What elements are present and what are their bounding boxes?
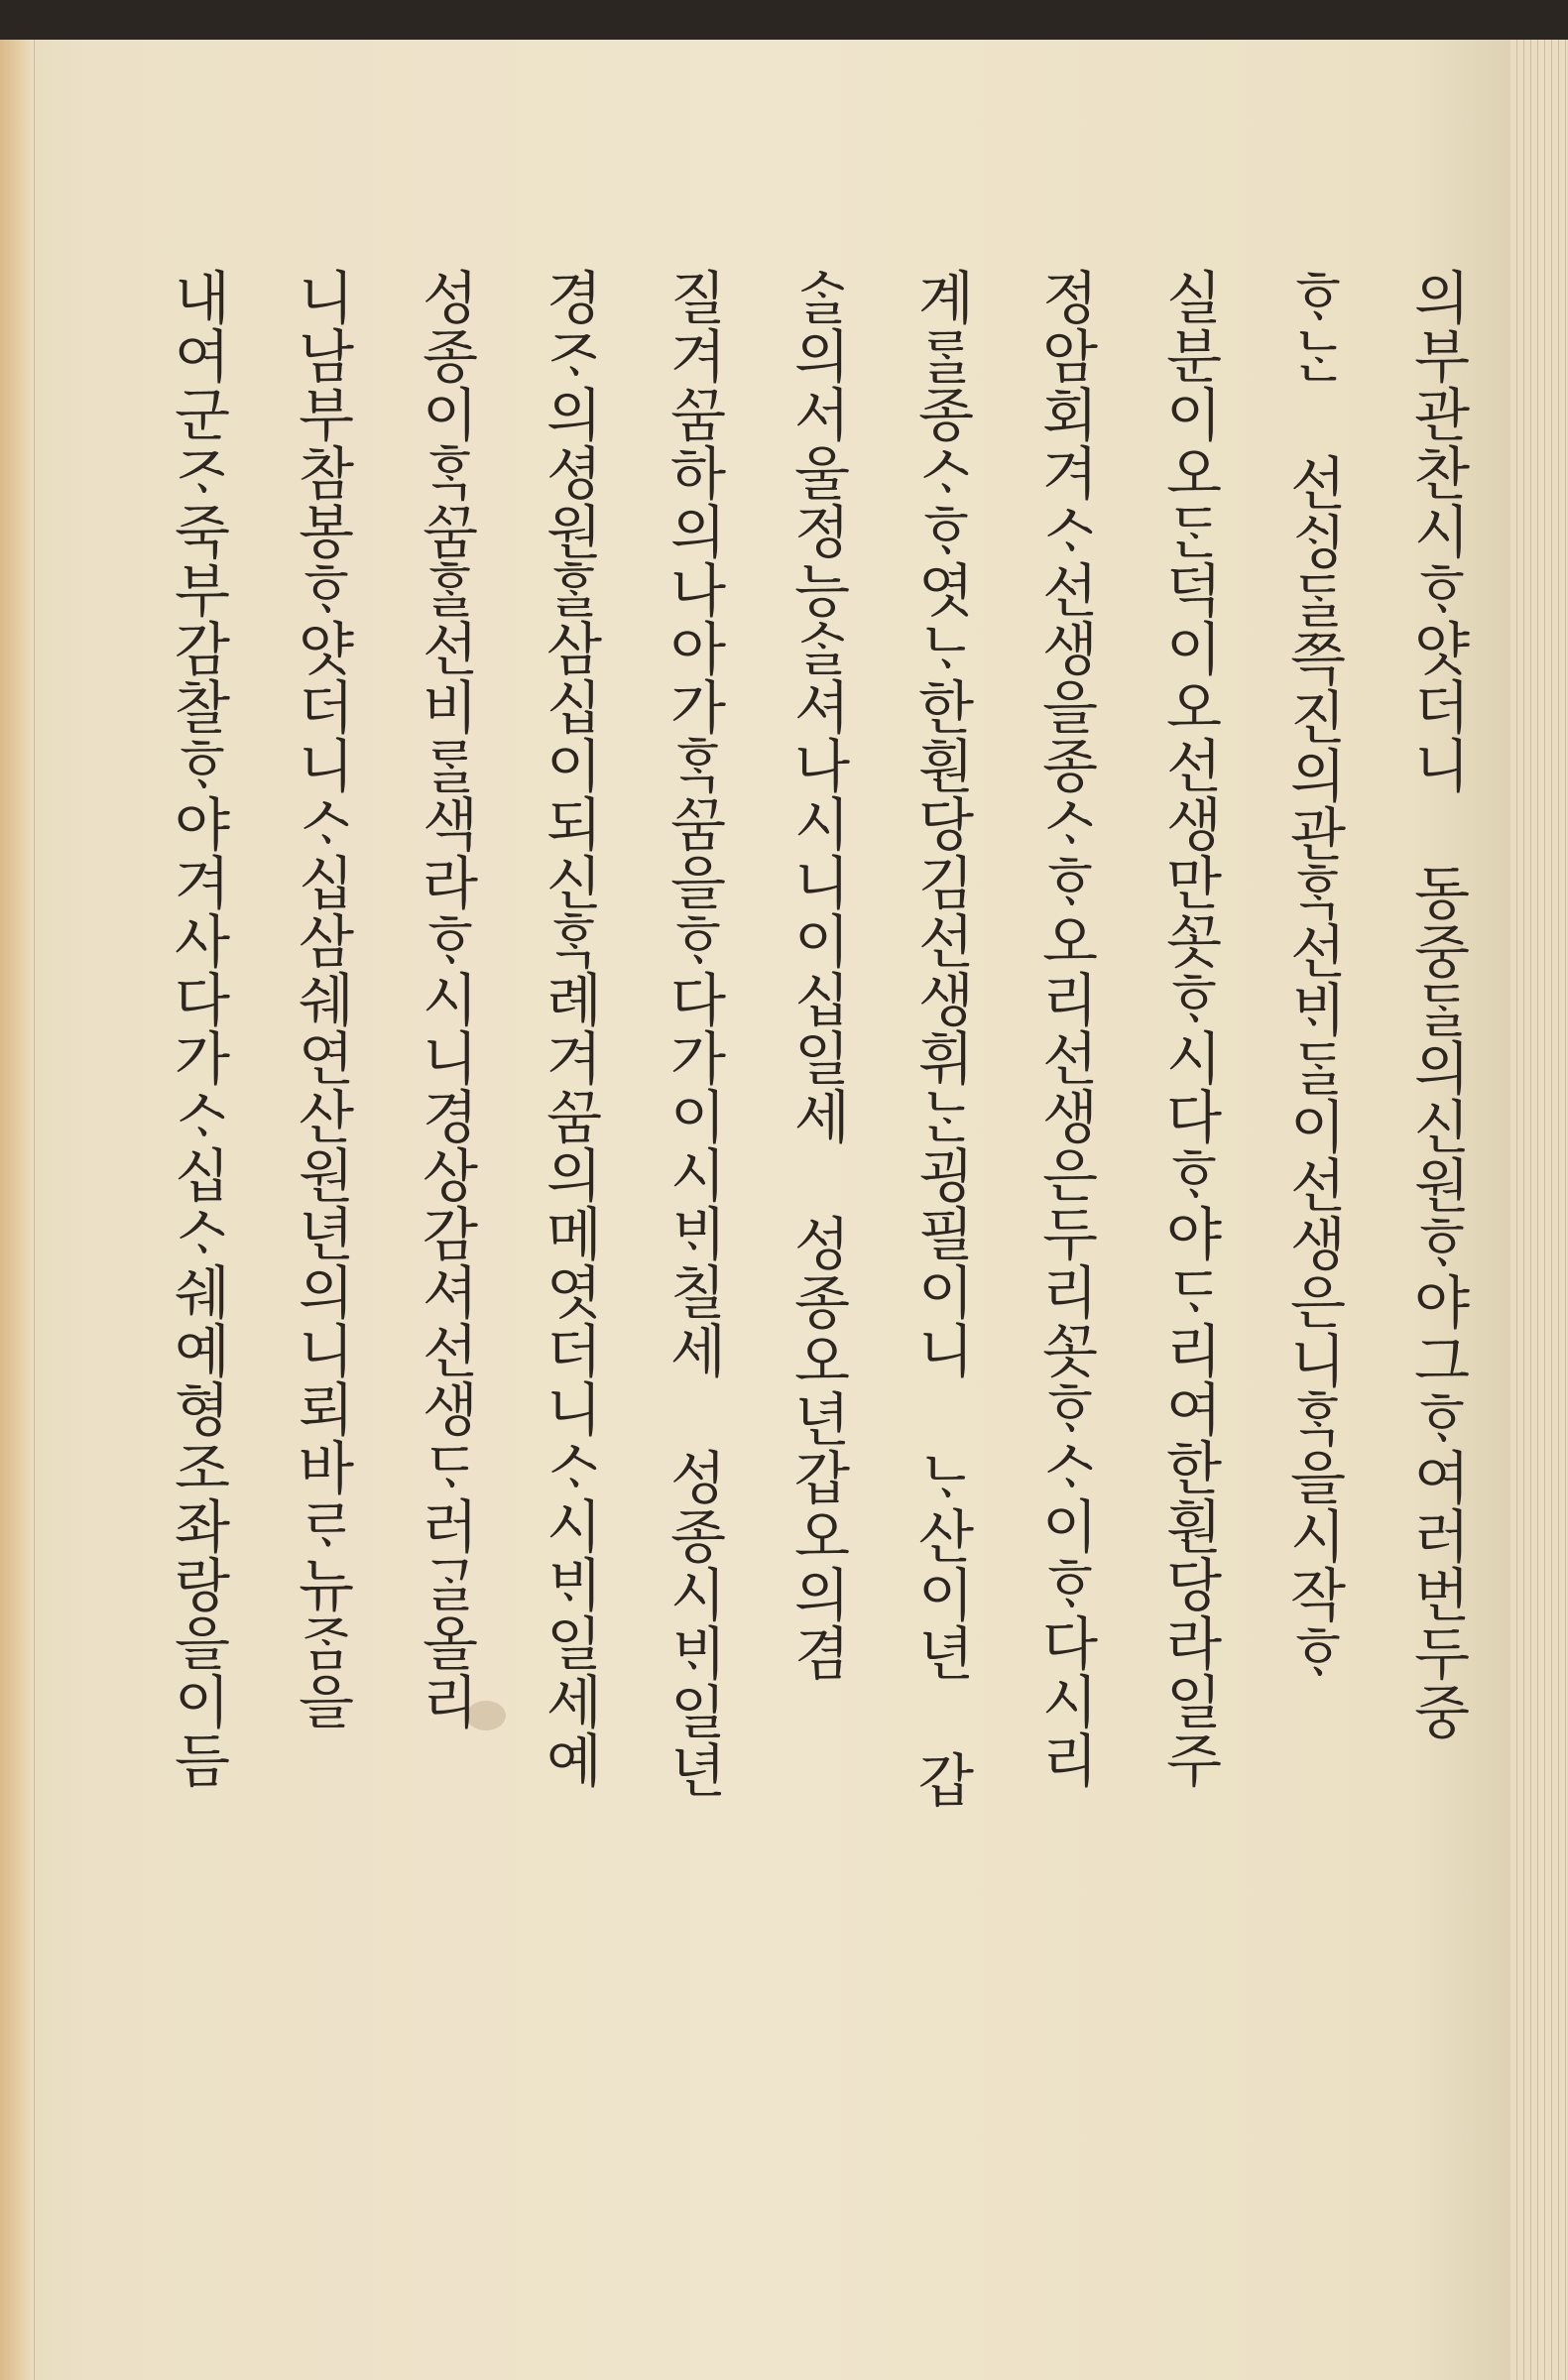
text-column-5: 계ᄅᆞᆯ종ᄉᆞᄒᆞ엿ᄂᆞ한훤당김선생휘ᄂᆞᆫ굉필이니 ᄂᆞ산이년 갑	[907, 268, 975, 1809]
text-column-8: 경ᄌᆞ의셩원ᄒᆞᆯ삼십이되신ᄒᆞᆨ례겨ᄭᅮᆷ의메엿더니ᄉᆞ시ᄇᆡ일세예	[536, 268, 603, 1789]
text-column-11: 내여군ᄌᆞ죽부감찰ᄒᆞ야겨사다가ᄉᆞ십ᄉᆞ쉐예형조좌랑을이듬	[164, 268, 231, 1789]
text-column-2: ᄒᆞᄂᆞᆫ 선ᄉᆡᆼᄃᆞᆯ쯕진의관ᄒᆞᆨ선ᄇᆡᄃᆞᆯ이선생은니ᄒᆞᆨ을시작ᄒᆞ	[1279, 268, 1347, 1682]
text-column-3: 실분이오ᄃᆞᆫ덕이오선생만ᄭᅩᆺᄒᆞ시다ᄒᆞ야ᄃᆞ리여한훤당라일주	[1155, 268, 1223, 1789]
text-column-4: 정암회겨ᄉᆞ선생을종ᄉᆞᄒᆞ오리선생은두리ᄭᅩᆺᄒᆞᄉᆞ이ᄒᆞ다시리	[1031, 268, 1099, 1789]
text-column-7: 질겨ᄭᅮᆷ하의나아가ᄒᆞᆨᄭᅮᆷ을ᄒᆞ다가이시ᄇᆡ칠세 성종시ᄇᆡ일년	[660, 268, 727, 1799]
binding-edge	[0, 40, 35, 2380]
text-column-10: 니남부참봉ᄒᆞ얏더니ᄉᆞ십삼쉐연산원년의니뢰바ᄅᆞ뉴ᄌᆞᆷ을	[288, 268, 355, 1730]
text-column-1: 의부관찬시ᄒᆞ얏더니 동중ᄃᆞᆯ의신원ᄒᆞ야그ᄒᆞ여러번두중	[1403, 268, 1471, 1740]
page-edge-stack	[1510, 40, 1568, 2380]
text-column-6: ᄉᆞᆯ의서울정능ᄉᆞᆯ셔나시니이십일세 성종오년갑오의겸	[784, 268, 851, 1682]
text-column-9: 성종이ᄒᆞᆨᄭᅮᆷᄒᆞᆯ선비ᄅᆞᆯ색라ᄒᆞ시니경상감셔선생ᄃᆞ러ᄀᆞᆯ올리	[412, 268, 479, 1730]
text-block	[109, 268, 1471, 2301]
